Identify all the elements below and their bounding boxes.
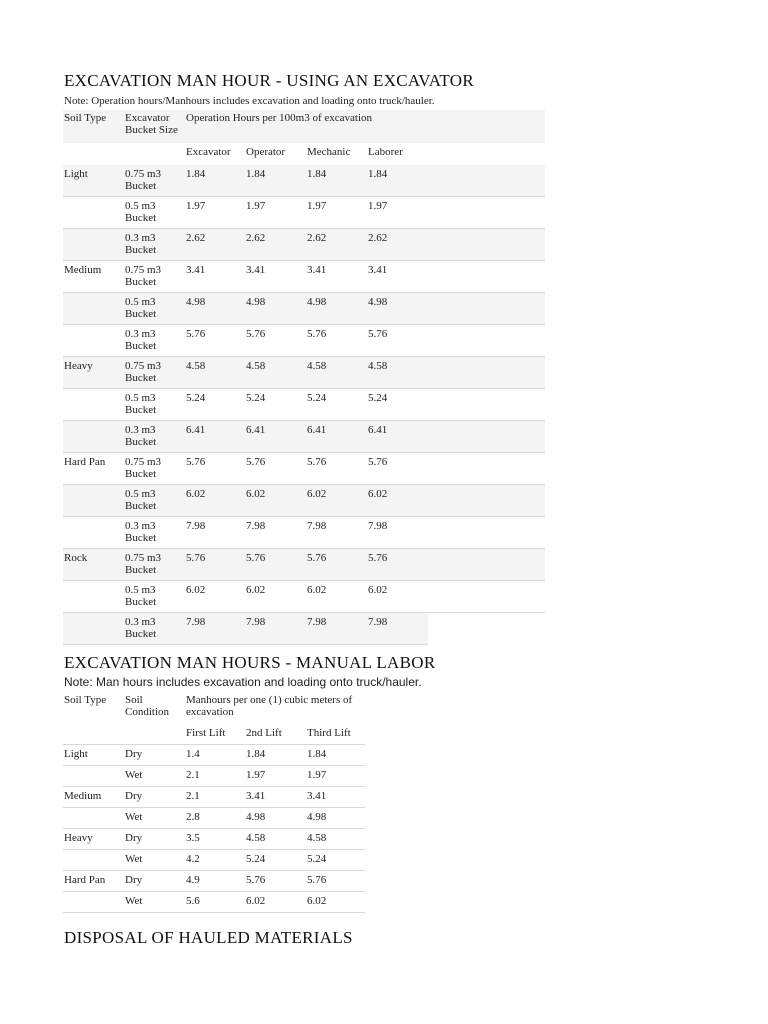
first-lift-cell: 2.8 [185, 808, 245, 829]
header-bucket-size: Excavator Bucket Size [124, 110, 185, 143]
first-lift-cell: 2.1 [185, 766, 245, 787]
excavator-value-cell: 5.24 [185, 389, 245, 421]
laborer-value-cell: 5.24 [367, 389, 428, 421]
second-lift-cell: 1.97 [245, 766, 306, 787]
laborer-value-cell: 5.76 [367, 549, 428, 581]
soil-type-cell [63, 766, 124, 787]
table-row [63, 517, 545, 549]
table-header-row [63, 692, 365, 724]
soil-condition-cell: Wet [124, 808, 185, 829]
first-lift-cell: 5.6 [185, 892, 245, 913]
bucket-size-cell: 0.3 m3 Bucket [124, 517, 185, 549]
table-row [63, 871, 365, 892]
bucket-size-cell: 0.5 m3 Bucket [124, 581, 185, 613]
table-row [63, 808, 365, 829]
table-row [63, 613, 545, 645]
excavator-manhour-table [63, 110, 545, 645]
table-header-row [63, 110, 545, 143]
soil-type-cell [63, 613, 124, 645]
mechanic-value-cell: 1.97 [306, 197, 367, 229]
second-lift-cell: 5.76 [245, 871, 306, 892]
manual-section-title: EXCAVATION MAN HOURS - MANUAL LABOR [64, 653, 436, 672]
operator-value-cell: 5.76 [245, 453, 306, 485]
soil-type-cell [63, 808, 124, 829]
first-lift-cell: 1.4 [185, 745, 245, 766]
third-lift-cell: 1.84 [306, 745, 365, 766]
third-lift-cell: 3.41 [306, 787, 365, 808]
mechanic-value-cell: 4.98 [306, 293, 367, 325]
header-operation-hours: Operation Hours per 100m3 of excavation [185, 110, 545, 143]
first-lift-cell: 3.5 [185, 829, 245, 850]
table-row [63, 892, 365, 913]
soil-type-cell: Medium [63, 261, 124, 293]
bucket-size-cell: 0.5 m3 Bucket [124, 293, 185, 325]
soil-type-cell: Light [63, 745, 124, 766]
bucket-size-cell: 0.5 m3 Bucket [124, 197, 185, 229]
table-row [63, 485, 545, 517]
operator-value-cell: 4.58 [245, 357, 306, 389]
table-row [63, 549, 545, 581]
soil-type-cell: Rock [63, 549, 124, 581]
table-subheader-row [63, 143, 545, 165]
mechanic-value-cell: 6.02 [306, 485, 367, 517]
laborer-value-cell: 4.58 [367, 357, 428, 389]
mechanic-value-cell: 2.62 [306, 229, 367, 261]
laborer-value-cell: 1.84 [367, 165, 428, 197]
mechanic-value-cell: 4.58 [306, 357, 367, 389]
laborer-value-cell: 6.02 [367, 485, 428, 517]
operator-value-cell: 7.98 [245, 517, 306, 549]
bucket-size-cell: 0.3 m3 Bucket [124, 229, 185, 261]
manual-labor-table [63, 692, 365, 913]
excavator-value-cell: 5.76 [185, 549, 245, 581]
excavator-value-cell: 4.98 [185, 293, 245, 325]
excavator-value-cell: 6.02 [185, 485, 245, 517]
excavator-value-cell: 1.97 [185, 197, 245, 229]
second-lift-cell: 6.02 [245, 892, 306, 913]
soil-condition-cell: Wet [124, 850, 185, 871]
table-row [63, 850, 365, 871]
mechanic-value-cell: 3.41 [306, 261, 367, 293]
excavator-value-cell: 1.84 [185, 165, 245, 197]
bucket-size-cell: 0.75 m3 Bucket [124, 165, 185, 197]
soil-type-cell: Heavy [63, 829, 124, 850]
soil-condition-cell: Dry [124, 871, 185, 892]
soil-type-cell [63, 389, 124, 421]
second-lift-cell: 5.24 [245, 850, 306, 871]
soil-type-cell [63, 293, 124, 325]
excavator-section-title: EXCAVATION MAN HOUR - USING AN EXCAVATOR [64, 71, 474, 90]
table-row [63, 581, 545, 613]
third-lift-cell: 1.97 [306, 766, 365, 787]
operator-value-cell: 6.02 [245, 581, 306, 613]
laborer-value-cell: 1.97 [367, 197, 428, 229]
excavator-value-cell: 5.76 [185, 453, 245, 485]
table-row [63, 165, 545, 197]
soil-type-cell [63, 485, 124, 517]
excavator-value-cell: 4.58 [185, 357, 245, 389]
operator-value-cell: 5.76 [245, 549, 306, 581]
table-row [63, 197, 545, 229]
table-row [63, 325, 545, 357]
laborer-value-cell: 5.76 [367, 325, 428, 357]
bucket-size-cell: 0.75 m3 Bucket [124, 357, 185, 389]
operator-value-cell: 4.98 [245, 293, 306, 325]
soil-type-cell [63, 229, 124, 261]
table-subheader-row [63, 724, 365, 745]
laborer-value-cell: 6.02 [367, 581, 428, 613]
header-mechanic: Mechanic [307, 146, 351, 158]
soil-type-cell: Hard Pan [63, 871, 124, 892]
soil-condition-cell: Dry [124, 829, 185, 850]
excavator-value-cell: 2.62 [185, 229, 245, 261]
table-row [63, 357, 545, 389]
second-lift-cell: 4.98 [245, 808, 306, 829]
excavator-value-cell: 6.02 [185, 581, 245, 613]
laborer-value-cell: 7.98 [367, 517, 428, 549]
bucket-size-cell: 0.3 m3 Bucket [124, 421, 185, 453]
header-soil-type: Soil Type [64, 694, 107, 706]
manual-section-note: Note: Man hours includes excavation and loading onto truck/hauler. [64, 675, 422, 689]
bucket-size-cell: 0.5 m3 Bucket [124, 485, 185, 517]
soil-type-cell: Light [63, 165, 124, 197]
mechanic-value-cell: 1.84 [306, 165, 367, 197]
table-row [63, 293, 545, 325]
header-excavator: Excavator [186, 146, 231, 158]
bucket-size-cell: 0.5 m3 Bucket [124, 389, 185, 421]
third-lift-cell: 5.24 [306, 850, 365, 871]
table-row [63, 787, 365, 808]
laborer-value-cell: 2.62 [367, 229, 428, 261]
mechanic-value-cell: 6.41 [306, 421, 367, 453]
soil-type-cell: Hard Pan [63, 453, 124, 485]
operator-value-cell: 3.41 [245, 261, 306, 293]
soil-condition-cell: Dry [124, 745, 185, 766]
table-row [63, 745, 365, 766]
header-soil-condition: Soil Condition [125, 694, 170, 718]
soil-condition-cell: Dry [124, 787, 185, 808]
mechanic-value-cell: 5.24 [306, 389, 367, 421]
operator-value-cell: 7.98 [245, 613, 306, 645]
bucket-size-cell: 0.75 m3 Bucket [124, 261, 185, 293]
soil-type-cell [63, 850, 124, 871]
excavator-value-cell: 7.98 [185, 613, 245, 645]
excavator-section-note: Note: Operation hours/Manhours includes excavation and loading onto truck/hauler. [64, 95, 435, 107]
third-lift-cell: 4.58 [306, 829, 365, 850]
mechanic-value-cell: 5.76 [306, 453, 367, 485]
operator-value-cell: 5.76 [245, 325, 306, 357]
operator-value-cell: 2.62 [245, 229, 306, 261]
soil-condition-cell: Wet [124, 766, 185, 787]
third-lift-cell: 6.02 [306, 892, 365, 913]
table-row [63, 229, 545, 261]
disposal-section-title: DISPOSAL OF HAULED MATERIALS [64, 928, 353, 947]
third-lift-cell: 5.76 [306, 871, 365, 892]
second-lift-cell: 3.41 [245, 787, 306, 808]
table-row [63, 389, 545, 421]
first-lift-cell: 4.9 [185, 871, 245, 892]
soil-type-cell [63, 517, 124, 549]
header-operator: Operator [246, 146, 286, 158]
soil-condition-cell: Wet [124, 892, 185, 913]
soil-type-cell [63, 421, 124, 453]
laborer-value-cell: 3.41 [367, 261, 428, 293]
soil-type-cell [63, 892, 124, 913]
third-lift-cell: 4.98 [306, 808, 365, 829]
mechanic-value-cell: 5.76 [306, 549, 367, 581]
table-row [63, 829, 365, 850]
header-first-lift: First Lift [185, 724, 245, 745]
operator-value-cell: 1.97 [245, 197, 306, 229]
bucket-size-cell: 0.3 m3 Bucket [124, 325, 185, 357]
operator-value-cell: 6.02 [245, 485, 306, 517]
operator-value-cell: 6.41 [245, 421, 306, 453]
soil-type-cell: Medium [63, 787, 124, 808]
mechanic-value-cell: 5.76 [306, 325, 367, 357]
header-soil-type: Soil Type [63, 110, 124, 143]
laborer-value-cell: 5.76 [367, 453, 428, 485]
excavator-value-cell: 6.41 [185, 421, 245, 453]
operator-value-cell: 5.24 [245, 389, 306, 421]
table-row [63, 453, 545, 485]
laborer-value-cell: 6.41 [367, 421, 428, 453]
header-manhours: Manhours per one (1) cubic meters of excavation [186, 694, 353, 718]
bucket-size-cell: 0.75 m3 Bucket [124, 549, 185, 581]
soil-type-cell [63, 197, 124, 229]
second-lift-cell: 1.84 [245, 745, 306, 766]
header-laborer: Laborer [368, 146, 403, 158]
table-row [63, 421, 545, 453]
soil-type-cell: Heavy [63, 357, 124, 389]
soil-type-cell [63, 581, 124, 613]
excavator-value-cell: 7.98 [185, 517, 245, 549]
excavator-value-cell: 5.76 [185, 325, 245, 357]
excavator-value-cell: 3.41 [185, 261, 245, 293]
header-second-lift: 2nd Lift [245, 724, 306, 745]
first-lift-cell: 2.1 [185, 787, 245, 808]
mechanic-value-cell: 7.98 [306, 517, 367, 549]
table-row [63, 766, 365, 787]
header-third-lift: Third Lift [306, 724, 365, 745]
first-lift-cell: 4.2 [185, 850, 245, 871]
bucket-size-cell: 0.3 m3 Bucket [124, 613, 185, 645]
operator-value-cell: 1.84 [245, 165, 306, 197]
laborer-value-cell: 4.98 [367, 293, 428, 325]
laborer-value-cell: 7.98 [367, 613, 428, 645]
mechanic-value-cell: 6.02 [306, 581, 367, 613]
table-row [63, 261, 545, 293]
mechanic-value-cell: 7.98 [306, 613, 367, 645]
bucket-size-cell: 0.75 m3 Bucket [124, 453, 185, 485]
soil-type-cell [63, 325, 124, 357]
second-lift-cell: 4.58 [245, 829, 306, 850]
